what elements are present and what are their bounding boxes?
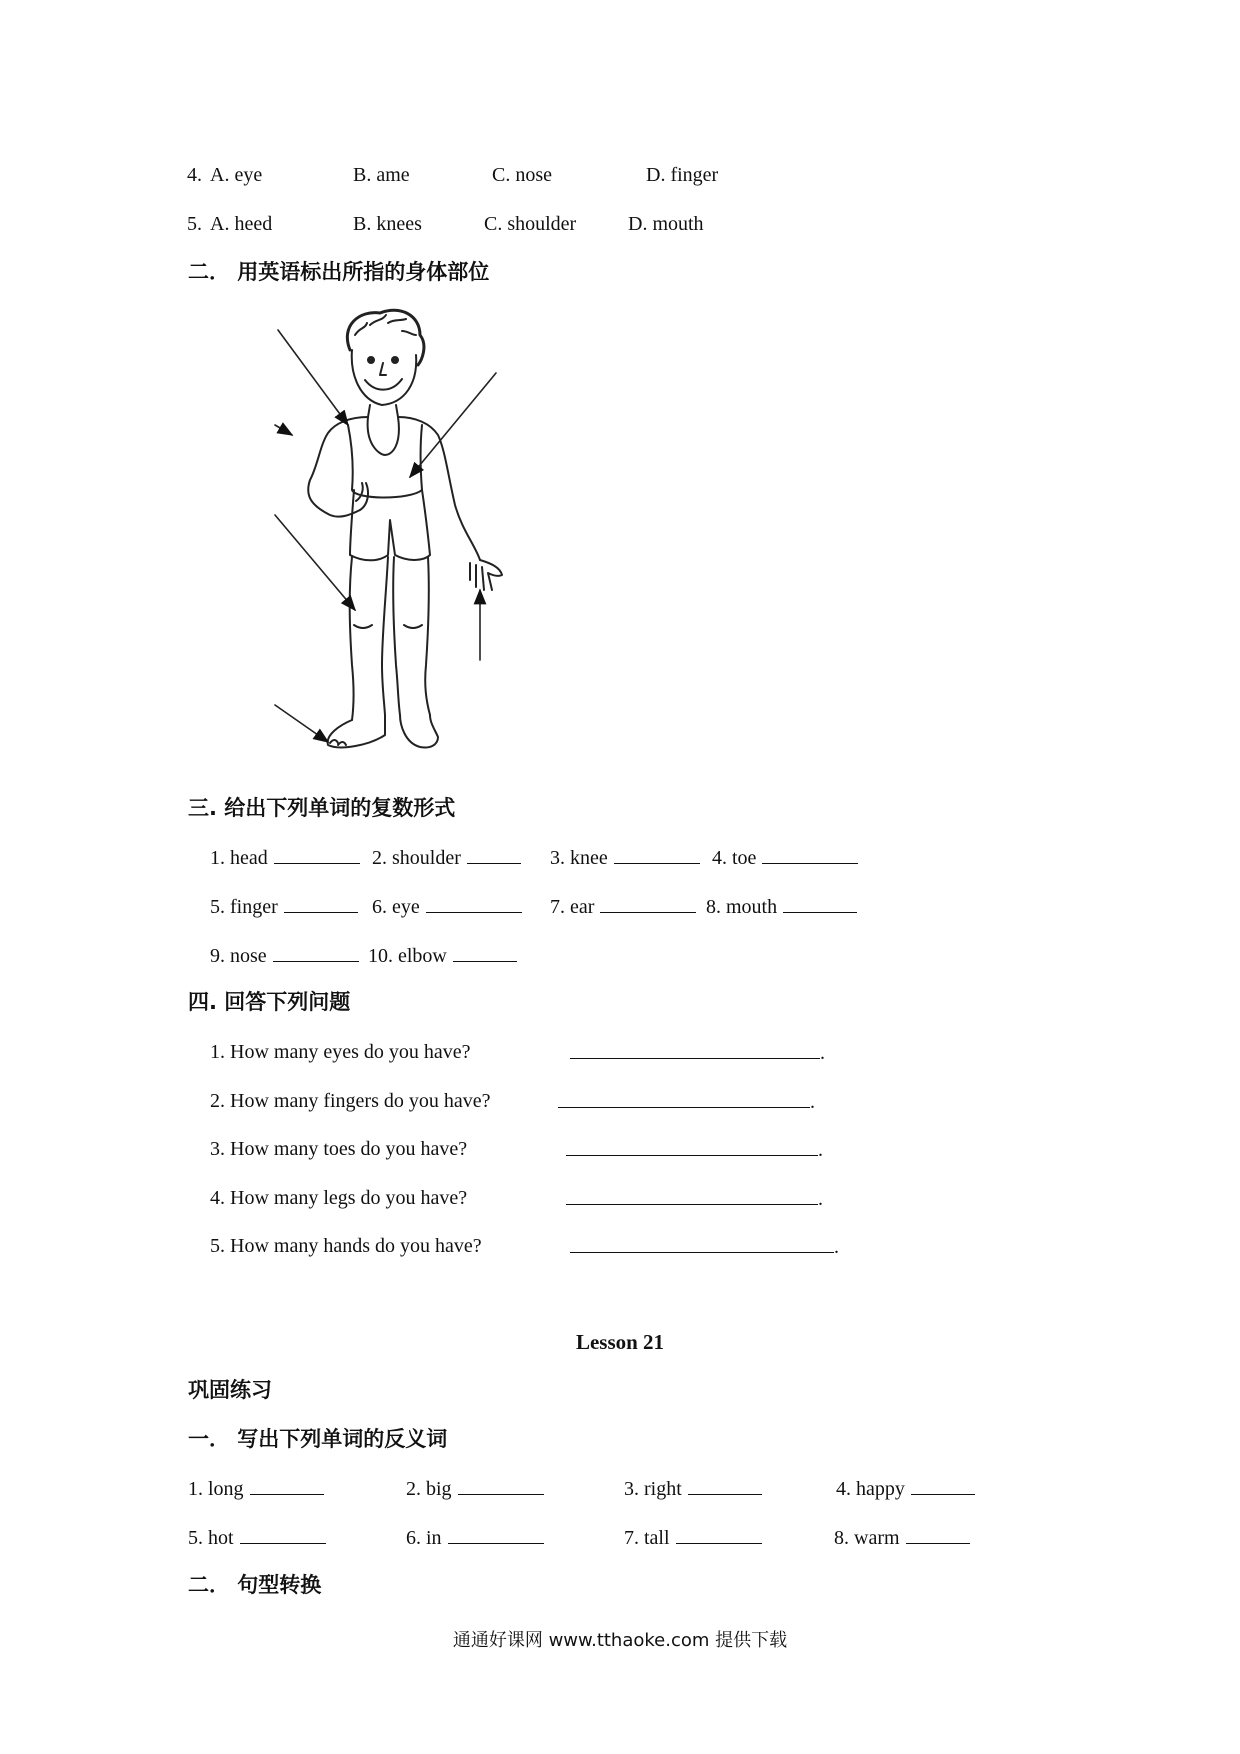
plural-word: 8. mouth xyxy=(706,896,778,918)
plural-item xyxy=(706,894,857,919)
antonym-item xyxy=(836,1476,975,1501)
answer-blank[interactable] xyxy=(688,1476,762,1495)
mc-4-option-d: D. finger xyxy=(646,164,719,186)
answer-blank[interactable] xyxy=(676,1525,762,1544)
mc-4-option-c: C. nose xyxy=(492,164,552,186)
section-2-heading: 二． 用英语标出所指的身体部位 xyxy=(188,260,490,284)
answer-blank[interactable] xyxy=(566,1186,818,1205)
plural-word: 3. knee xyxy=(550,847,608,869)
question-text: 1. How many eyes do you have? xyxy=(210,1041,471,1063)
plural-item xyxy=(550,845,700,870)
period: . xyxy=(818,1188,823,1210)
answer-blank[interactable] xyxy=(906,1525,970,1544)
answer-blank[interactable] xyxy=(458,1476,544,1495)
plural-word: 7. ear xyxy=(550,896,595,918)
answer-blank[interactable] xyxy=(250,1476,324,1495)
answer-blank[interactable] xyxy=(426,894,522,913)
antonym-item xyxy=(834,1525,970,1550)
plural-word: 9. nose xyxy=(210,945,267,967)
answer-blank[interactable] xyxy=(600,894,696,913)
plural-item xyxy=(372,845,521,870)
antonym-item xyxy=(624,1476,762,1501)
plural-word: 1. head xyxy=(210,847,268,869)
lesson-title: Lesson 21 xyxy=(575,1330,665,1354)
plural-item xyxy=(210,894,358,919)
lesson-subtitle: 巩固练习 xyxy=(188,1378,272,1402)
plural-item xyxy=(210,845,360,870)
answer-blank[interactable] xyxy=(614,845,700,864)
answer-blank[interactable] xyxy=(570,1234,834,1253)
plural-item xyxy=(550,894,696,919)
answer-blank[interactable] xyxy=(274,845,360,864)
antonym-word: 2. big xyxy=(406,1478,452,1500)
antonym-word: 3. right xyxy=(624,1478,682,1500)
plural-word: 6. eye xyxy=(372,896,420,918)
period: . xyxy=(820,1042,825,1064)
section-3-heading: 三. 给出下列单词的复数形式 xyxy=(188,796,456,820)
antonym-word: 5. hot xyxy=(188,1527,234,1549)
antonym-word: 4. happy xyxy=(836,1478,905,1500)
period: . xyxy=(834,1236,839,1258)
plural-item xyxy=(368,943,517,968)
antonym-word: 8. warm xyxy=(834,1527,900,1549)
answer-blank[interactable] xyxy=(566,1137,818,1156)
mc-5-option-b: B. knees xyxy=(353,213,422,235)
antonym-item xyxy=(188,1476,324,1501)
answer-blank[interactable] xyxy=(240,1525,326,1544)
answer-blank[interactable] xyxy=(284,894,358,913)
antonym-word: 7. tall xyxy=(624,1527,670,1549)
page-footer: 通通好课网 www.tthaoke.com 提供下载 xyxy=(452,1630,788,1651)
plural-item xyxy=(712,845,858,870)
plural-word: 4. toe xyxy=(712,847,757,869)
lesson-section-2-heading: 二． 句型转换 xyxy=(188,1573,322,1597)
mc-5-option-c: C. shoulder xyxy=(484,213,577,235)
plural-item xyxy=(210,943,359,968)
answer-blank[interactable] xyxy=(762,845,858,864)
answer-blank[interactable] xyxy=(570,1040,820,1059)
lesson-section-1-heading: 一． 写出下列单词的反义词 xyxy=(188,1427,448,1451)
answer-blank[interactable] xyxy=(911,1476,975,1495)
answer-line[interactable] xyxy=(566,1186,823,1211)
answer-blank[interactable] xyxy=(558,1089,810,1108)
mc-5-option-a: A. heed xyxy=(210,213,273,235)
answer-line[interactable] xyxy=(566,1137,823,1162)
mc-5-number: 5. xyxy=(187,213,202,235)
question-text: 3. How many toes do you have? xyxy=(210,1138,468,1160)
mc-4-option-a: A. eye xyxy=(210,164,263,186)
answer-blank[interactable] xyxy=(783,894,857,913)
period: . xyxy=(810,1091,815,1113)
antonym-item xyxy=(624,1525,762,1550)
answer-blank[interactable] xyxy=(448,1525,544,1544)
mc-5-option-d: D. mouth xyxy=(628,213,704,235)
period: . xyxy=(818,1139,823,1161)
plural-word: 5. finger xyxy=(210,896,278,918)
question-text: 2. How many fingers do you have? xyxy=(210,1090,491,1112)
antonym-item xyxy=(188,1525,326,1550)
answer-line[interactable] xyxy=(570,1234,839,1259)
plural-word: 10. elbow xyxy=(368,945,447,967)
question-text: 5. How many hands do you have? xyxy=(210,1235,482,1257)
answer-line[interactable] xyxy=(570,1040,825,1065)
antonym-word: 6. in xyxy=(406,1527,442,1549)
answer-blank[interactable] xyxy=(467,845,521,864)
mc-4-option-b: B. ame xyxy=(353,164,410,186)
mc-4-number: 4. xyxy=(187,164,202,186)
antonym-item xyxy=(406,1525,544,1550)
antonym-item xyxy=(406,1476,544,1501)
plural-word: 2. shoulder xyxy=(372,847,461,869)
question-text: 4. How many legs do you have? xyxy=(210,1187,468,1209)
plural-item xyxy=(372,894,522,919)
answer-blank[interactable] xyxy=(453,943,517,962)
answer-blank[interactable] xyxy=(273,943,359,962)
body-diagram xyxy=(270,305,525,755)
antonym-word: 1. long xyxy=(188,1478,244,1500)
section-4-heading: 四. 回答下列问题 xyxy=(188,990,351,1014)
answer-line[interactable] xyxy=(558,1089,815,1114)
